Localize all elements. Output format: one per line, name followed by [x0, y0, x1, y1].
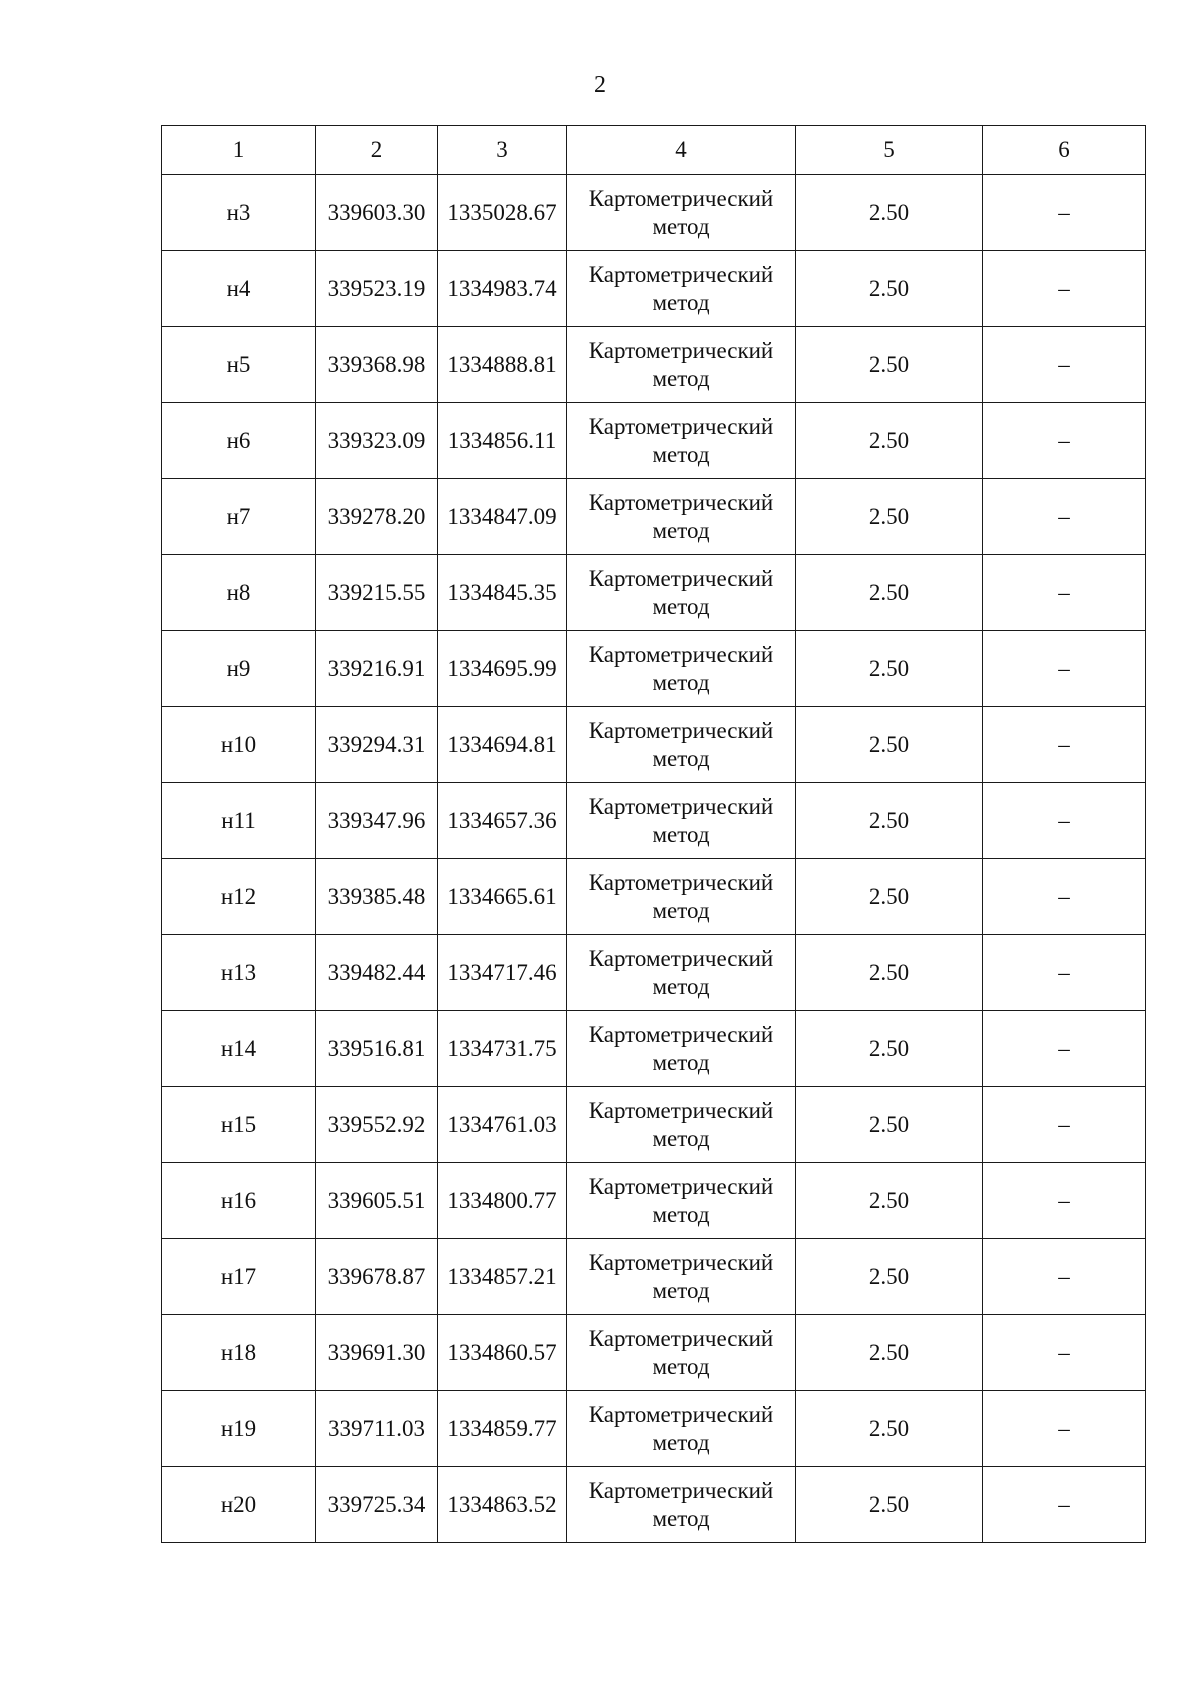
- point-label: н20: [162, 1467, 316, 1543]
- note-cell: –: [983, 403, 1146, 479]
- method-text: Картометрический метод: [588, 869, 774, 923]
- table-row: [162, 1163, 1146, 1239]
- method-cell: [567, 631, 796, 707]
- note-cell: –: [983, 1011, 1146, 1087]
- note-cell: –: [983, 707, 1146, 783]
- method-cell: [567, 555, 796, 631]
- method-text: Картометрический метод: [588, 717, 774, 771]
- method-text: Картометрический метод: [588, 793, 774, 847]
- method-cell: [567, 1315, 796, 1391]
- method-text: Картометрический метод: [588, 1097, 774, 1151]
- method-text: Картометрический метод: [588, 261, 774, 315]
- column-header: 6: [983, 126, 1146, 175]
- method-text: Картометрический метод: [588, 337, 774, 391]
- column-header: 2: [316, 126, 438, 175]
- accuracy-value: 2.50: [796, 175, 983, 251]
- note-cell: –: [983, 935, 1146, 1011]
- table-row: [162, 479, 1146, 555]
- column-header: 5: [796, 126, 983, 175]
- table-row: [162, 403, 1146, 479]
- y-coordinate: 1334856.11: [438, 403, 567, 479]
- table-row: [162, 1391, 1146, 1467]
- accuracy-value: 2.50: [796, 1315, 983, 1391]
- method-cell: [567, 1163, 796, 1239]
- y-coordinate: 1334847.09: [438, 479, 567, 555]
- method-text: Картометрический метод: [588, 489, 774, 543]
- x-coordinate: 339216.91: [316, 631, 438, 707]
- method-text: Картометрический метод: [588, 1325, 774, 1379]
- method-cell: [567, 1087, 796, 1163]
- column-header: 4: [567, 126, 796, 175]
- x-coordinate: 339605.51: [316, 1163, 438, 1239]
- note-cell: –: [983, 1239, 1146, 1315]
- y-coordinate: 1334731.75: [438, 1011, 567, 1087]
- x-coordinate: 339323.09: [316, 403, 438, 479]
- accuracy-value: 2.50: [796, 479, 983, 555]
- note-cell: –: [983, 859, 1146, 935]
- accuracy-value: 2.50: [796, 1011, 983, 1087]
- accuracy-value: 2.50: [796, 555, 983, 631]
- method-text: Картометрический метод: [588, 641, 774, 695]
- point-label: н8: [162, 555, 316, 631]
- x-coordinate: 339215.55: [316, 555, 438, 631]
- accuracy-value: 2.50: [796, 783, 983, 859]
- coordinates-table: [161, 125, 1146, 1543]
- accuracy-value: 2.50: [796, 707, 983, 783]
- column-header: 3: [438, 126, 567, 175]
- point-label: н3: [162, 175, 316, 251]
- method-text: Картометрический метод: [588, 1401, 774, 1455]
- y-coordinate: 1334665.61: [438, 859, 567, 935]
- point-label: н16: [162, 1163, 316, 1239]
- table-row: [162, 707, 1146, 783]
- y-coordinate: 1335028.67: [438, 175, 567, 251]
- table-row: [162, 1315, 1146, 1391]
- method-cell: [567, 1467, 796, 1543]
- y-coordinate: 1334761.03: [438, 1087, 567, 1163]
- accuracy-value: 2.50: [796, 1163, 983, 1239]
- accuracy-value: 2.50: [796, 251, 983, 327]
- accuracy-value: 2.50: [796, 859, 983, 935]
- accuracy-value: 2.50: [796, 1467, 983, 1543]
- y-coordinate: 1334888.81: [438, 327, 567, 403]
- y-coordinate: 1334695.99: [438, 631, 567, 707]
- point-label: н6: [162, 403, 316, 479]
- note-cell: –: [983, 175, 1146, 251]
- point-label: н7: [162, 479, 316, 555]
- point-label: н17: [162, 1239, 316, 1315]
- y-coordinate: 1334694.81: [438, 707, 567, 783]
- y-coordinate: 1334860.57: [438, 1315, 567, 1391]
- method-text: Картометрический метод: [588, 1249, 774, 1303]
- table-row: [162, 251, 1146, 327]
- table-row: [162, 175, 1146, 251]
- x-coordinate: 339347.96: [316, 783, 438, 859]
- table-row: [162, 1087, 1146, 1163]
- table-row: [162, 327, 1146, 403]
- method-text: Картометрический метод: [588, 945, 774, 999]
- y-coordinate: 1334983.74: [438, 251, 567, 327]
- table-row: [162, 1011, 1146, 1087]
- x-coordinate: 339368.98: [316, 327, 438, 403]
- point-label: н12: [162, 859, 316, 935]
- method-cell: [567, 175, 796, 251]
- method-text: Картометрический метод: [588, 1173, 774, 1227]
- table-row: [162, 935, 1146, 1011]
- method-cell: [567, 479, 796, 555]
- page-number: 2: [594, 72, 606, 98]
- point-label: н15: [162, 1087, 316, 1163]
- y-coordinate: 1334859.77: [438, 1391, 567, 1467]
- method-cell: [567, 327, 796, 403]
- method-text: Картометрический метод: [588, 1477, 774, 1531]
- point-label: н18: [162, 1315, 316, 1391]
- x-coordinate: 339523.19: [316, 251, 438, 327]
- note-cell: –: [983, 251, 1146, 327]
- accuracy-value: 2.50: [796, 1391, 983, 1467]
- y-coordinate: 1334863.52: [438, 1467, 567, 1543]
- point-label: н11: [162, 783, 316, 859]
- method-text: Картометрический метод: [588, 185, 774, 239]
- x-coordinate: 339278.20: [316, 479, 438, 555]
- table-row: [162, 783, 1146, 859]
- table-row: [162, 1239, 1146, 1315]
- point-label: н5: [162, 327, 316, 403]
- y-coordinate: 1334717.46: [438, 935, 567, 1011]
- table-row: [162, 555, 1146, 631]
- method-cell: [567, 1011, 796, 1087]
- method-cell: [567, 783, 796, 859]
- x-coordinate: 339294.31: [316, 707, 438, 783]
- column-number-row: [162, 126, 1146, 175]
- x-coordinate: 339516.81: [316, 1011, 438, 1087]
- x-coordinate: 339678.87: [316, 1239, 438, 1315]
- method-cell: [567, 707, 796, 783]
- x-coordinate: 339552.92: [316, 1087, 438, 1163]
- method-cell: [567, 859, 796, 935]
- note-cell: –: [983, 1315, 1146, 1391]
- y-coordinate: 1334800.77: [438, 1163, 567, 1239]
- point-label: н4: [162, 251, 316, 327]
- table-row: [162, 859, 1146, 935]
- point-label: н9: [162, 631, 316, 707]
- accuracy-value: 2.50: [796, 403, 983, 479]
- method-cell: [567, 251, 796, 327]
- x-coordinate: 339603.30: [316, 175, 438, 251]
- note-cell: –: [983, 327, 1146, 403]
- point-label: н10: [162, 707, 316, 783]
- accuracy-value: 2.50: [796, 327, 983, 403]
- note-cell: –: [983, 555, 1146, 631]
- method-cell: [567, 1391, 796, 1467]
- x-coordinate: 339385.48: [316, 859, 438, 935]
- point-label: н14: [162, 1011, 316, 1087]
- accuracy-value: 2.50: [796, 631, 983, 707]
- method-cell: [567, 935, 796, 1011]
- accuracy-value: 2.50: [796, 1087, 983, 1163]
- y-coordinate: 1334657.36: [438, 783, 567, 859]
- note-cell: –: [983, 1163, 1146, 1239]
- note-cell: –: [983, 783, 1146, 859]
- table-row: [162, 631, 1146, 707]
- note-cell: –: [983, 1467, 1146, 1543]
- table-body: [162, 126, 1146, 1543]
- note-cell: –: [983, 1087, 1146, 1163]
- x-coordinate: 339691.30: [316, 1315, 438, 1391]
- x-coordinate: 339711.03: [316, 1391, 438, 1467]
- method-text: Картометрический метод: [588, 565, 774, 619]
- accuracy-value: 2.50: [796, 935, 983, 1011]
- y-coordinate: 1334857.21: [438, 1239, 567, 1315]
- y-coordinate: 1334845.35: [438, 555, 567, 631]
- table-row: [162, 1467, 1146, 1543]
- method-text: Картометрический метод: [588, 413, 774, 467]
- x-coordinate: 339482.44: [316, 935, 438, 1011]
- note-cell: –: [983, 631, 1146, 707]
- column-header: 1: [162, 126, 316, 175]
- note-cell: –: [983, 1391, 1146, 1467]
- method-cell: [567, 403, 796, 479]
- x-coordinate: 339725.34: [316, 1467, 438, 1543]
- note-cell: –: [983, 479, 1146, 555]
- method-text: Картометрический метод: [588, 1021, 774, 1075]
- point-label: н19: [162, 1391, 316, 1467]
- point-label: н13: [162, 935, 316, 1011]
- method-cell: [567, 1239, 796, 1315]
- accuracy-value: 2.50: [796, 1239, 983, 1315]
